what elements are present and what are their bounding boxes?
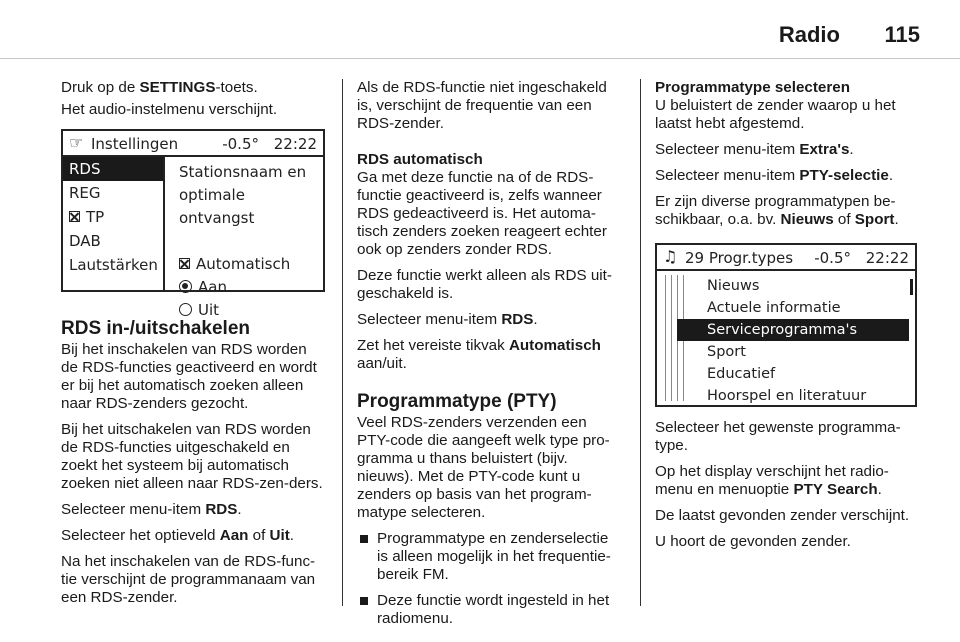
panel-title-1: Stationsnaam en — [179, 163, 307, 181]
paragraph: Selecteer menu-item RDS. — [61, 501, 242, 518]
paragraph: U hoort de gevonden zender. — [655, 533, 851, 550]
paragraph: De laatst gevonden zender verschijnt. — [655, 507, 910, 524]
intro-text: Druk op de SETTINGS-toets. — [61, 79, 258, 96]
paragraph: Er zijn diverse programmatypen be-schikbaar, o.a. bv. Nieuws of Sport. — [655, 193, 899, 228]
paragraph: U beluistert de zender waarop u het laatst hebt afgestemd. — [655, 97, 896, 132]
paragraph: Zet het vereiste tikvak Automatisch aan/uit. — [357, 337, 601, 372]
option-on[interactable]: Aan — [179, 276, 319, 299]
temperature: -0.5° — [814, 249, 851, 267]
paragraph: Selecteer menu-item PTY-selectie. — [655, 167, 894, 184]
scrollbar[interactable] — [910, 279, 913, 295]
column-divider-2 — [640, 79, 641, 606]
column-2 — [357, 79, 623, 636]
screen-title: Instellingen — [91, 135, 179, 153]
panel-title-2: optimale ontvangst — [179, 186, 255, 227]
column-1 — [61, 79, 326, 615]
menu-item-rds[interactable]: RDS — [63, 157, 163, 181]
temperature: -0.5° — [222, 135, 259, 153]
heading-pty: Programmatype (PTY) — [357, 391, 557, 412]
heading-rds-toggle: RDS in-/uitschakelen — [61, 318, 250, 339]
intro-text-2: Het audio-instelmenu verschijnt. — [61, 101, 278, 118]
option-off[interactable]: Uit — [179, 299, 319, 322]
menu-item-dab[interactable]: DAB — [69, 232, 101, 250]
screen-header — [657, 245, 915, 271]
screen-header — [63, 131, 323, 157]
bullet-icon — [360, 597, 368, 605]
settings-icon: ☞ — [69, 133, 84, 152]
list-item[interactable]: Educatief — [707, 366, 776, 382]
paragraph: Selecteer het gewenste programma-type. — [655, 419, 901, 454]
menu-item-reg[interactable]: REG — [69, 184, 101, 202]
heading-select-pty: Programmatype selecteren — [655, 79, 850, 96]
clock: 22:22 — [865, 249, 909, 267]
radio-selected-icon — [179, 280, 192, 293]
paragraph: Ga met deze functie na of de RDS-functie geactiveerd is, zelfs wanneer RDS gedeactiveerd is. Het automa-tisch zenders zoeken reageert echter ook op zenders zonder RDS. — [357, 169, 607, 258]
list-item[interactable]: Actuele informatie — [707, 300, 841, 316]
bullet-list — [357, 530, 623, 628]
list-item: Deze functie wordt ingesteld in het radiomenu. — [357, 592, 623, 628]
screen-title: 29 Progr.types — [685, 249, 794, 267]
settings-screen — [61, 129, 325, 319]
header-rule — [0, 58, 960, 59]
list-item[interactable]: Sport — [707, 344, 746, 360]
paragraph: Als de RDS-functie niet ingeschakeld is, verschijnt de frequentie van een RDS-zender. — [357, 79, 607, 132]
paragraph: Bij het inschakelen van RDS worden de RDS-functies geactiveerd en wordt er bij het automatisch zoeken alleen naar RDS-zenders gezocht. — [61, 341, 317, 412]
option-automatic[interactable]: Automatisch — [179, 253, 319, 276]
checkbox-icon — [179, 258, 190, 269]
clock: 22:22 — [273, 135, 317, 153]
checkbox-icon — [69, 211, 80, 222]
radio-icon — [179, 303, 192, 316]
list-item-selected[interactable]: Serviceprogramma's — [677, 319, 909, 341]
menu-item-tp[interactable]: TP — [63, 205, 163, 229]
heading-rds-auto: RDS automatisch — [357, 151, 483, 168]
program-type-list — [677, 275, 909, 407]
program-types-screen — [655, 243, 917, 407]
settings-menu — [63, 157, 165, 290]
page-number: 115 — [884, 22, 920, 47]
list-item: Programmatype en zenderselectie is alleen mogelijk in het frequentie-bereik FM. — [357, 530, 623, 584]
bullet-icon — [360, 535, 368, 543]
paragraph: Deze functie werkt alleen als RDS uit-geschakeld is. — [357, 267, 612, 302]
music-note-icon: ♫ — [663, 247, 678, 266]
paragraph: Selecteer menu-item RDS. — [357, 311, 538, 328]
paragraph: Selecteer het optieveld Aan of Uit. — [61, 527, 295, 544]
rds-panel — [179, 161, 319, 322]
page-header-title: Radio — [778, 22, 840, 47]
paragraph: Op het display verschijnt het radio-menu en menuoptie PTY Search. — [655, 463, 889, 498]
list-item[interactable]: Nieuws — [707, 278, 760, 294]
paragraph: Veel RDS-zenders verzenden een PTY-code die aangeeft welk type pro-gramma u thans beluistert (bijv. nieuws). Met de PTY-code kunt u zenders op basis van het program-matype selecteren. — [357, 414, 610, 521]
paragraph: Na het inschakelen van de RDS-func-tie verschijnt de programmanaam van een RDS-zender. — [61, 553, 316, 606]
paragraph: Bij het uitschakelen van RDS worden de RDS-functies uitgeschakeld en zoekt het systeem bij automatisch zoeken niet alleen naar RDS-zen-ders. — [61, 421, 323, 492]
menu-item-volume[interactable]: Lautstärken — [69, 256, 158, 274]
column-3 — [655, 79, 923, 559]
column-divider-1 — [342, 79, 343, 606]
list-item[interactable]: Hoorspel en literatuur — [707, 388, 867, 404]
paragraph: Selecteer menu-item Extra's. — [655, 141, 854, 158]
